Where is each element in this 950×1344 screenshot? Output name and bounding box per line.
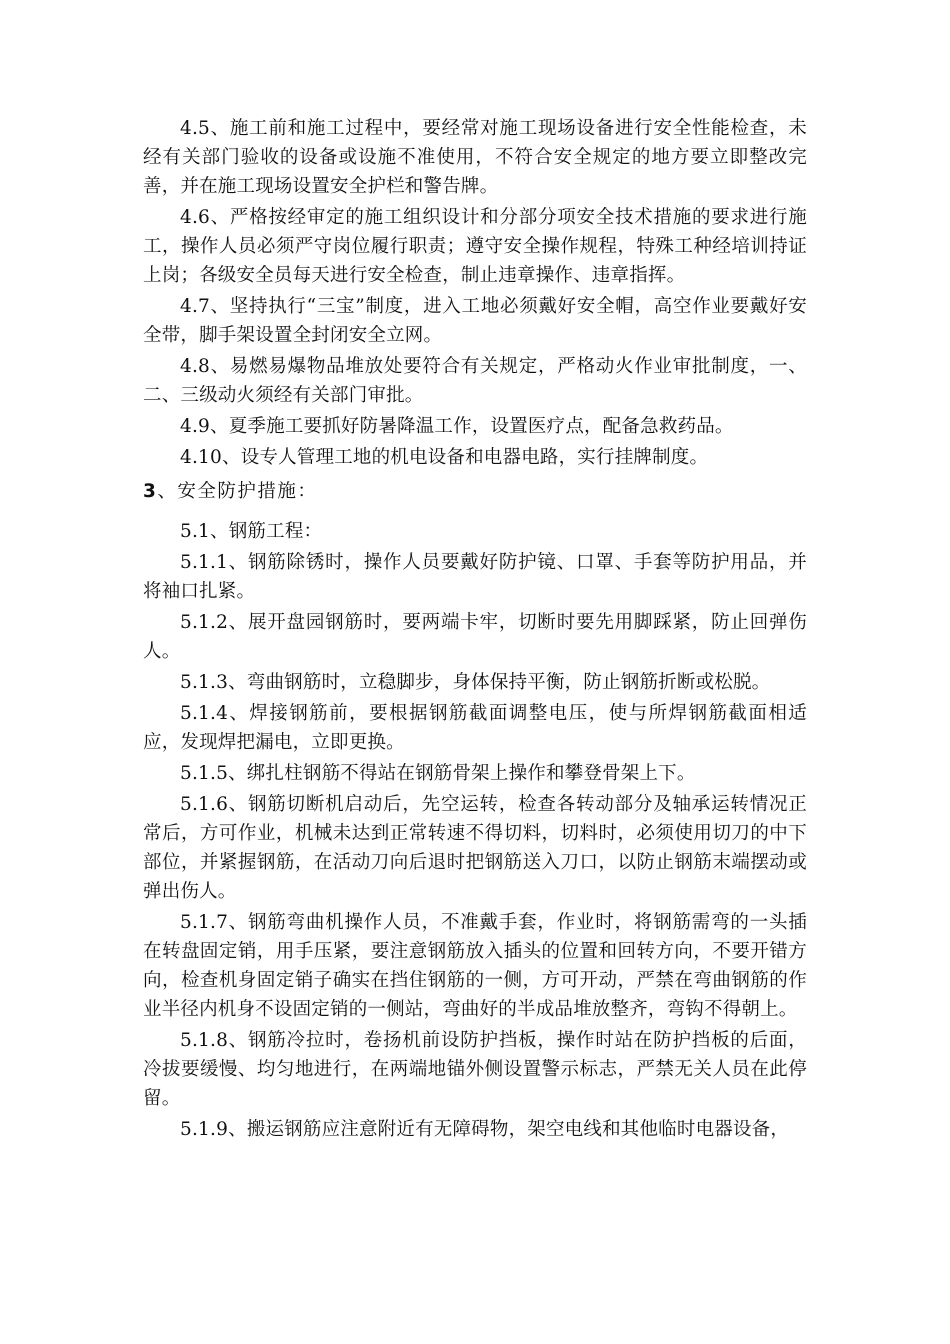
paragraph-4-8: 4.8、易燃易爆物品堆放处要符合有关规定，严格动火作业审批制度，一、二、三级动火须经有关部门审批。 bbox=[143, 356, 807, 406]
paragraph-4-10: 4.10、设专人管理工地的机电设备和电器电路，实行挂牌制度。 bbox=[180, 447, 709, 468]
paragraph-5-1-4: 5.1.4、焊接钢筋前，要根据钢筋截面调整电压，使与所焊钢筋截面相适应，发现焊把漏电，立即更换。 bbox=[143, 703, 807, 753]
paragraph-5-1-2: 5.1.2、展开盘园钢筋时，要两端卡牢，切断时要先用脚踩紧，防止回弹伤人。 bbox=[143, 612, 807, 662]
paragraph-5-1-5: 5.1.5、绑扎柱钢筋不得站在钢筋骨架上操作和攀登骨架上下。 bbox=[180, 763, 696, 784]
section-heading bbox=[143, 476, 807, 508]
paragraph-5-1-7: 5.1.7、钢筋弯曲机操作人员，不准戴手套，作业时，将钢筋需弯的一头插在转盘固定销，用手压紧，要注意钢筋放入插头的位置和回转方向，不要开错方向，检查机身固定销子确实在挡住钢筋的一侧，方可开动，严禁在弯曲钢筋的作业半径内机身不设固定销的一侧站，弯曲好的半成品堆放整齐，弯钩不得朝上。 bbox=[143, 912, 807, 1020]
section-heading-text: 、安全防护措施： bbox=[157, 481, 318, 502]
paragraph-4-6: 4.6、严格按经审定的施工组织设计和分部分项安全技术措施的要求进行施工，操作人员必须严守岗位履行职责；遵守安全操作规程，特殊工种经培训持证上岗；各级安全员每天进行安全检查，制止违章操作、违章指挥。 bbox=[143, 207, 807, 286]
section-heading-number: 3 bbox=[143, 481, 158, 502]
document-page bbox=[143, 114, 807, 1144]
paragraph-5-1-9: 5.1.9、搬运钢筋应注意附近有无障碍物，架空电线和其他临时电器设备， bbox=[180, 1119, 790, 1140]
paragraph-5-1-3: 5.1.3、弯曲钢筋时，立稳脚步，身体保持平衡，防止钢筋折断或松脱。 bbox=[180, 672, 771, 693]
paragraph-5-1: 5.1、钢筋工程： bbox=[180, 521, 323, 542]
paragraph-4-5: 4.5、施工前和施工过程中，要经常对施工现场设备进行安全性能检查，未经有关部门验收的设备或设施不准使用，不符合安全规定的地方要立即整改完善，并在施工现场设置安全护栏和警告牌。 bbox=[143, 118, 807, 197]
paragraph-5-1-6: 5.1.6、钢筋切断机启动后，先空运转，检查各转动部分及轴承运转情况正常后，方可作业，机械未达到正常转速不得切料，切料时，必须使用切刀的中下部位，并紧握钢筋，在活动刀向后退时把钢筋送入刀口，以防止钢筋末端摆动或弹出伤人。 bbox=[143, 794, 807, 902]
paragraph-5-1-8: 5.1.8、钢筋冷拉时，卷扬机前设防护挡板，操作时站在防护挡板的后面，冷拔要缓慢、均匀地进行，在两端地锚外侧设置警示标志，严禁无关人员在此停留。 bbox=[143, 1030, 807, 1109]
paragraph-4-9: 4.9、夏季施工要抓好防暑降温工作，设置医疗点，配备急救药品。 bbox=[180, 416, 734, 437]
paragraph-4-7: 4.7、坚持执行“三宝”制度，进入工地必须戴好安全帽，高空作业要戴好安全带，脚手架设置全封闭安全立网。 bbox=[143, 296, 807, 346]
paragraph-5-1-1: 5.1.1、钢筋除锈时，操作人员要戴好防护镜、口罩、手套等防护用品，并将袖口扎紧。 bbox=[143, 552, 807, 602]
